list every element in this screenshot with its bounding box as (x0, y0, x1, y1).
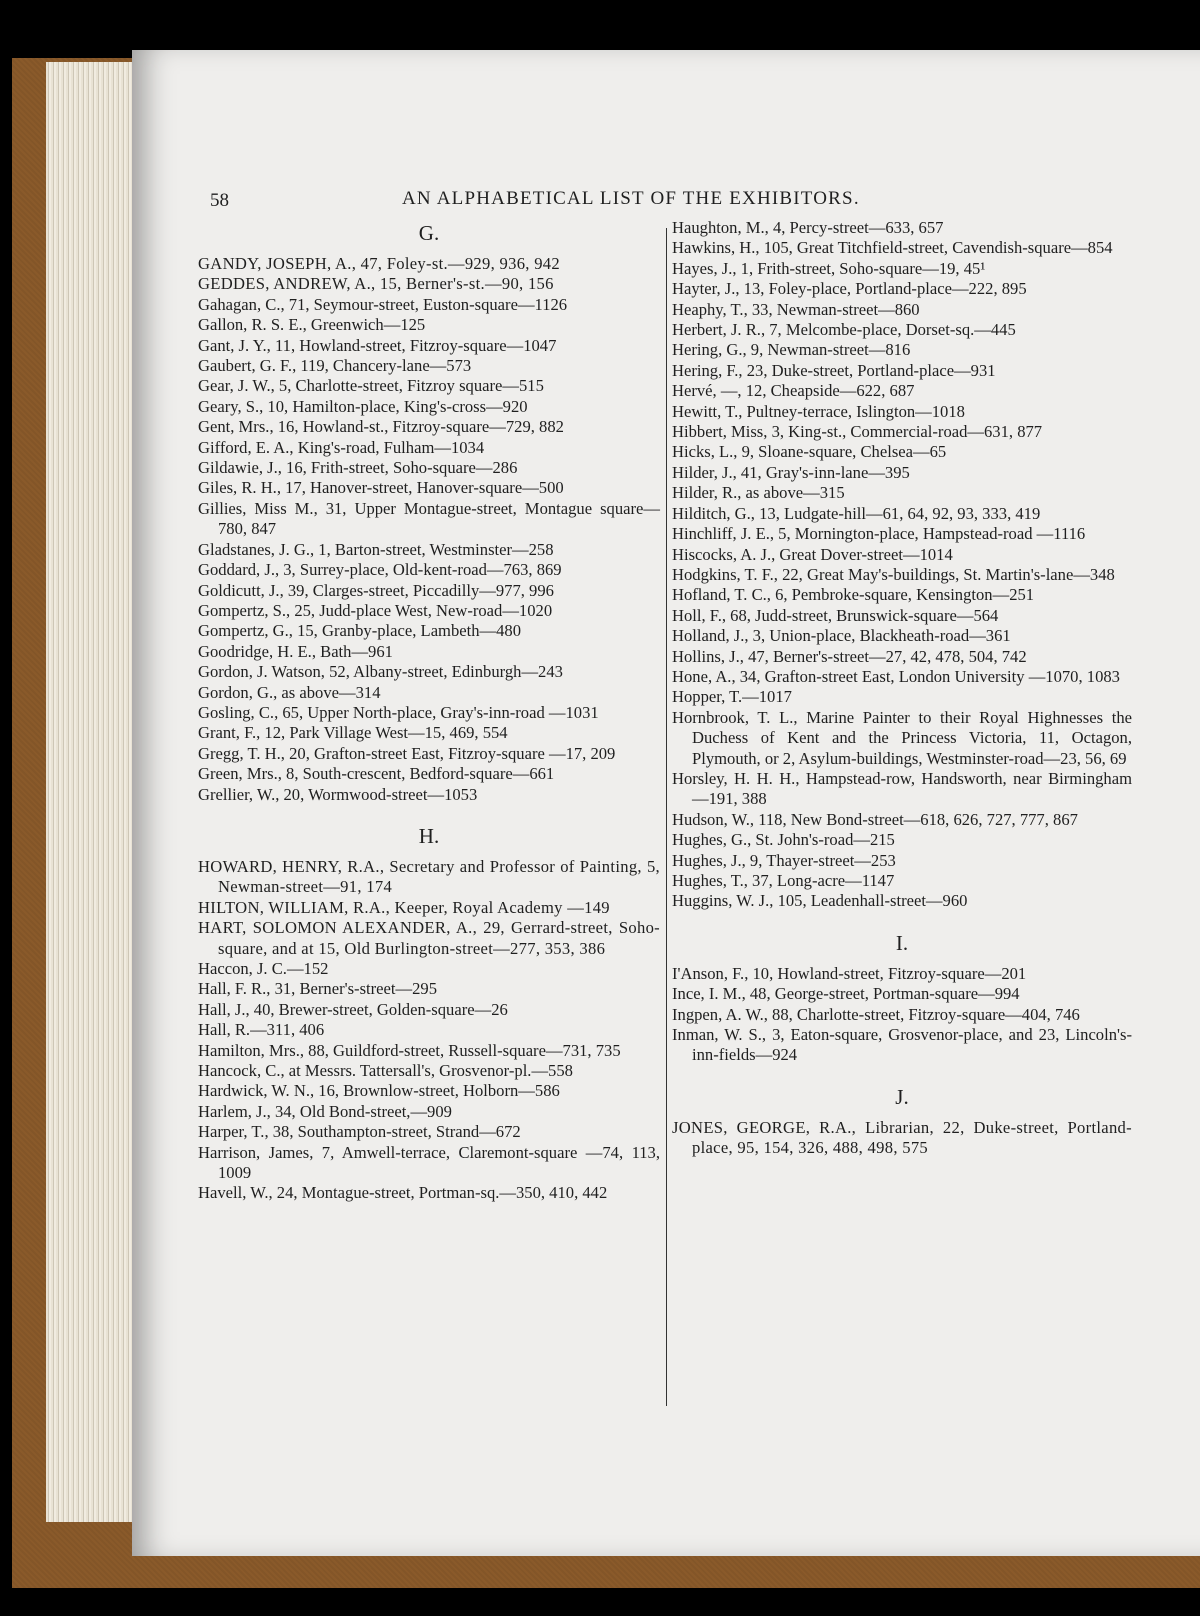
list-item: Gent, Mrs., 16, Howland-st., Fitzroy-square—729, 882 (198, 417, 564, 437)
section-heading-h: H. (418, 823, 440, 848)
list-item: Hewitt, T., Pultney-terrace, Islington—1018 (672, 401, 965, 421)
book-page (132, 50, 1200, 1556)
list-item: Goddard, J., 3, Surrey-place, Old-kent-road—763, 869 (198, 560, 562, 580)
section-h-continued-entries (672, 218, 1132, 912)
section-g-entries (198, 254, 660, 805)
list-item: Hinchliff, J. E., 5, Mornington-place, Hampstead-road —1116 (672, 524, 1086, 544)
list-item: Huggins, W. J., 105, Leadenhall-street—960 (672, 891, 968, 911)
list-item: Heaphy, T., 33, Newman-street—860 (672, 299, 920, 319)
list-item: Havell, W., 24, Montague-street, Portman-sq.—350, 410, 442 (198, 1183, 608, 1203)
list-item: HILTON, WILLIAM, R.A., Keeper, Royal Academy —149 (198, 897, 610, 917)
list-item: Hughes, J., 9, Thayer-street—253 (672, 850, 896, 870)
list-item: Hawkins, H., 105, Great Titchfield-street, Cavendish-square—854 (672, 238, 1113, 258)
list-item: Goldicutt, J., 39, Clarges-street, Piccadilly—977, 996 (198, 580, 554, 600)
right-column (672, 218, 1132, 1159)
list-item: Giles, R. H., 17, Hanover-street, Hanover-square—500 (198, 478, 564, 498)
list-item: Hall, R.—311, 406 (198, 1020, 325, 1040)
list-item: Gallon, R. S. E., Greenwich—125 (198, 315, 426, 335)
list-item: Hamilton, Mrs., 88, Guildford-street, Russell-square—731, 735 (198, 1040, 621, 1060)
list-item: Goodridge, H. E., Bath—961 (198, 641, 393, 661)
list-item: GEDDES, ANDREW, A., 15, Berner's-st.—90, 156 (198, 274, 554, 294)
list-item: Herbert, J. R., 7, Melcombe-place, Dorset-sq.—445 (672, 320, 1016, 340)
list-item: Hornbrook, T. L., Marine Painter to their Royal Highnesses the Duchess of Kent and the Princess Victoria, 11, Octagon, Plymouth, or 2, Asylum-buildings, Westminster-road—23, 56, 69 (672, 707, 1132, 768)
column-divider (666, 228, 667, 1406)
list-item: Hall, F. R., 31, Berner's-street—295 (198, 979, 438, 999)
list-item: Hilder, J., 41, Gray's-inn-lane—395 (672, 462, 910, 482)
list-item: Hiscocks, A. J., Great Dover-street—1014 (672, 544, 953, 564)
list-item: Gaubert, G. F., 119, Chancery-lane—573 (198, 356, 472, 376)
list-item: Gompertz, S., 25, Judd-place West, New-road—1020 (198, 600, 553, 620)
section-h-entries (198, 857, 660, 1204)
section-heading-i: I. (895, 930, 909, 955)
list-item: HART, SOLOMON ALEXANDER, A., 29, Gerrard-street, Soho-square, and at 15, Old Burlington-street—277, 353, 386 (198, 918, 660, 958)
list-item: Gildawie, J., 16, Frith-street, Soho-square—286 (198, 458, 518, 478)
list-item: Gompertz, G., 15, Granby-place, Lambeth—480 (198, 621, 522, 641)
list-item: Holl, F., 68, Judd-street, Brunswick-square—564 (672, 605, 999, 625)
list-item: Grellier, W., 20, Wormwood-street—1053 (198, 784, 478, 804)
list-item: Hayter, J., 13, Foley-place, Portland-place—222, 895 (672, 279, 1027, 299)
list-item: Gladstanes, J. G., 1, Barton-street, Westminster—258 (198, 539, 554, 559)
list-item: Grant, F., 12, Park Village West—15, 469, 554 (198, 723, 508, 743)
list-item: Horsley, H. H. H., Hampstead-row, Handsworth, near Birmingham—191, 388 (672, 768, 1132, 809)
list-item: Hone, A., 34, Grafton-street East, London University —1070, 1083 (672, 666, 1120, 686)
list-item: Hopper, T.—1017 (672, 687, 792, 707)
list-item: Hollins, J., 47, Berner's-street—27, 42, 478, 504, 742 (672, 646, 1027, 666)
list-item: Hughes, T., 37, Long-acre—1147 (672, 871, 895, 890)
list-item: Haccon, J. C.—152 (198, 959, 329, 978)
list-item: I'Anson, F., 10, Howland-street, Fitzroy-square—201 (672, 963, 1027, 983)
list-item: Gillies, Miss M., 31, Upper Montague-street, Montague square—780, 847 (198, 498, 660, 539)
list-item: Gahagan, C., 71, Seymour-street, Euston-square—1126 (198, 294, 568, 314)
list-item: Hancock, C., at Messrs. Tattersall's, Grosvenor-pl.—558 (198, 1061, 573, 1081)
list-item: Harrison, James, 7, Amwell-terrace, Claremont-square —74, 113, 1009 (198, 1142, 660, 1183)
list-item: Green, Mrs., 8, South-crescent, Bedford-square—661 (198, 764, 555, 784)
list-item: Haughton, M., 4, Percy-street—633, 657 (672, 218, 944, 237)
list-item: Hardwick, W. N., 16, Brownlow-street, Holborn—586 (198, 1081, 560, 1101)
list-item: Holland, J., 3, Union-place, Blackheath-road—361 (672, 626, 1011, 646)
list-item: Hicks, L., 9, Sloane-square, Chelsea—65 (672, 442, 947, 462)
section-j-entries (672, 1118, 1132, 1159)
list-item: Gant, J. Y., 11, Howland-street, Fitzroy-square—1047 (198, 335, 557, 355)
list-item: Hibbert, Miss, 3, King-st., Commercial-road—631, 877 (672, 422, 1043, 442)
running-head: AN ALPHABETICAL LIST OF THE EXHIBITORS. (402, 188, 860, 209)
list-item: Hilditch, G., 13, Ludgate-hill—61, 64, 92, 93, 333, 419 (672, 503, 1041, 523)
list-item: Ince, I. M., 48, George-street, Portman-square—994 (672, 984, 1020, 1004)
list-item: Gifford, E. A., King's-road, Fulham—1034 (198, 437, 485, 457)
list-item: Hayes, J., 1, Frith-street, Soho-square—19, 45¹ (672, 258, 986, 278)
list-item: Inman, W. S., 3, Eaton-square, Grosvenor-place, and 23, Lincoln's-inn-fields—924 (672, 1025, 1132, 1065)
list-item: Hodgkins, T. F., 22, Great May's-buildings, St. Martin's-lane—348 (672, 564, 1115, 584)
list-item: Gosling, C., 65, Upper North-place, Gray's-inn-road —1031 (198, 702, 599, 722)
list-item: Hilder, R., as above—315 (672, 483, 845, 503)
list-item: Ingpen, A. W., 88, Charlotte-street, Fitzroy-square—404, 746 (672, 1004, 1080, 1024)
section-heading-g: G. (418, 221, 440, 245)
list-item: GANDY, JOSEPH, A., 47, Foley-st.—929, 936, 942 (198, 254, 560, 273)
page-number: 58 (210, 190, 229, 211)
list-item: Hering, G., 9, Newman-street—816 (672, 340, 911, 360)
list-item: Harlem, J., 34, Old Bond-street,—909 (198, 1101, 452, 1121)
list-item: Hering, F., 23, Duke-street, Portland-place—931 (672, 360, 996, 380)
list-item: Hervé, —, 12, Cheapside—622, 687 (672, 381, 915, 401)
list-item: Geary, S., 10, Hamilton-place, King's-cross—920 (198, 396, 528, 416)
list-item: Hofland, T. C., 6, Pembroke-square, Kensington—251 (672, 585, 1035, 605)
list-item: Gordon, J. Watson, 52, Albany-street, Edinburgh—243 (198, 662, 563, 682)
list-item: Hudson, W., 118, New Bond-street—618, 626, 727, 777, 867 (672, 809, 1078, 829)
list-item: Gordon, G., as above—314 (198, 682, 381, 702)
list-item: Gear, J. W., 5, Charlotte-street, Fitzroy square—515 (198, 376, 544, 396)
page-edges (46, 62, 146, 1522)
list-item: JONES, GEORGE, R.A., Librarian, 22, Duke-street, Portland-place, 95, 154, 326, 488, 498, 575 (672, 1117, 1132, 1158)
section-heading-j: J. (895, 1084, 909, 1109)
list-item: Hughes, G., St. John's-road—215 (672, 830, 895, 850)
list-item: Harper, T., 38, Southampton-street, Strand—672 (198, 1122, 521, 1142)
list-item: Hall, J., 40, Brewer-street, Golden-square—26 (198, 999, 508, 1019)
list-item: Gregg, T. H., 20, Grafton-street East, Fitzroy-square —17, 209 (198, 743, 616, 763)
left-column (198, 218, 660, 1204)
list-item: HOWARD, HENRY, R.A., Secretary and Professor of Painting, 5, Newman-street—91, 174 (198, 856, 660, 897)
section-i-entries (672, 964, 1132, 1066)
